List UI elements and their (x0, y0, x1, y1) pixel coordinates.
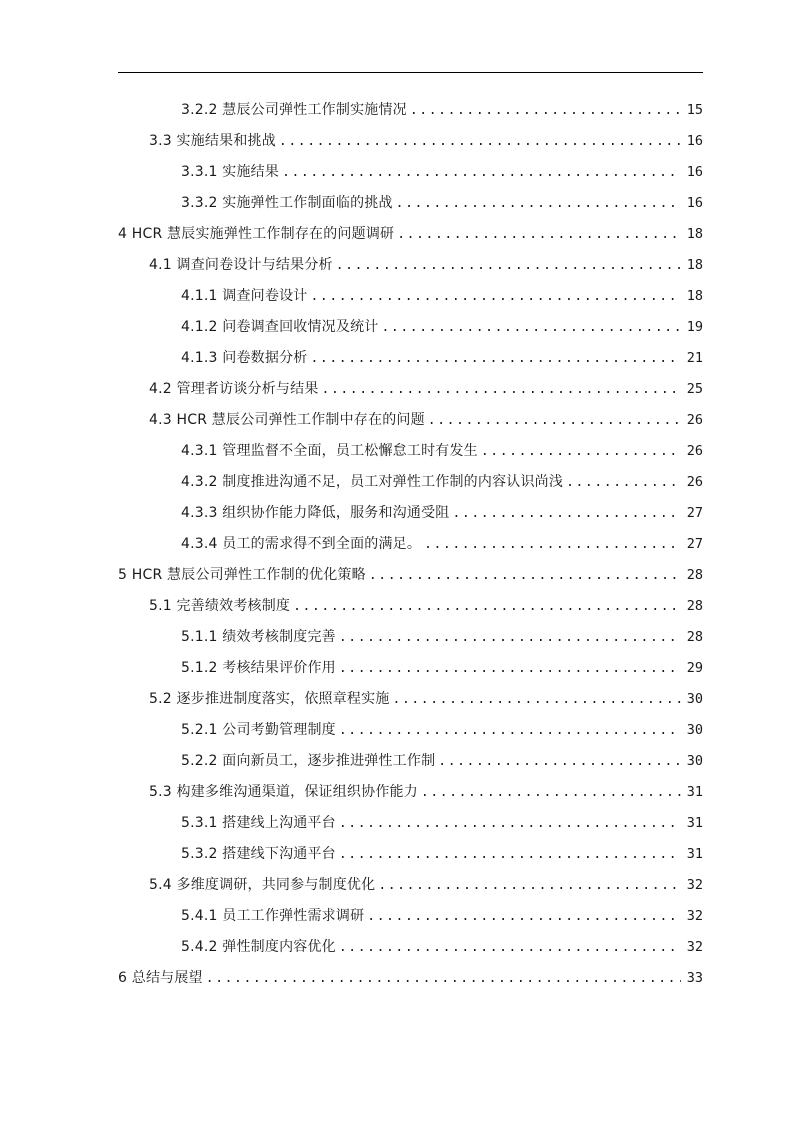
toc-entry-page-number: 32 (686, 877, 703, 893)
toc-entry-page-number: 31 (686, 815, 703, 831)
toc-entry[interactable] (118, 126, 703, 157)
toc-dot-leader (339, 932, 681, 963)
toc-entry[interactable] (118, 839, 703, 870)
toc-entry-title: 4.1.2 问卷调查回收情况及统计 (181, 319, 379, 335)
toc-entry-page-number: 30 (686, 691, 703, 707)
toc-entry[interactable] (118, 95, 703, 126)
toc-dot-leader (369, 560, 681, 591)
toc-entry-page-number: 19 (686, 319, 703, 335)
toc-dot-leader (336, 250, 681, 281)
toc-entry[interactable] (118, 498, 703, 529)
toc-entry-page-number: 33 (686, 970, 703, 986)
toc-entry-title: 5.2 逐步推进制度落实，依照章程实施 (149, 691, 390, 707)
toc-entry-page-number: 16 (686, 133, 703, 149)
toc-entry[interactable] (118, 746, 703, 777)
toc-entry-page-number: 18 (686, 257, 703, 273)
toc-entry[interactable] (118, 281, 703, 312)
toc-dot-leader (339, 839, 681, 870)
toc-entry[interactable] (118, 684, 703, 715)
toc-entry-title: 4.3.1 管理监督不全面，员工松懈怠工时有发生 (181, 443, 478, 459)
toc-entry-title: 5.2.2 面向新员工，逐步推进弹性工作制 (181, 753, 436, 769)
toc-dot-leader (293, 591, 681, 622)
toc-dot-leader (566, 467, 681, 498)
toc-entry-title: 5.3 构建多维沟通渠道，保证组织协作能力 (149, 784, 418, 800)
toc-dot-leader (339, 653, 681, 684)
toc-entry-title: 5.1.2 考核结果评价作用 (181, 660, 336, 676)
toc-entry-title: 5.3.2 搭建线下沟通平台 (181, 846, 336, 862)
toc-entry-page-number: 16 (686, 195, 703, 211)
toc-entry-title: 4.2 管理者访谈分析与结果 (149, 381, 319, 397)
toc-entry-title: 5 HCR 慧辰公司弹性工作制的优化策略 (118, 567, 366, 583)
toc-dot-leader (378, 870, 681, 901)
toc-entry-title: 5.4.2 弹性制度内容优化 (181, 939, 336, 955)
toc-dot-leader (428, 405, 681, 436)
toc-entry-page-number: 27 (686, 505, 703, 521)
toc-entry-page-number: 28 (686, 629, 703, 645)
toc-dot-leader (424, 529, 681, 560)
toc-dot-leader (452, 498, 681, 529)
toc-dot-leader (381, 312, 681, 343)
toc-dot-leader (421, 777, 681, 808)
toc-entry-title: 5.4.1 员工工作弹性需求调研 (181, 908, 365, 924)
toc-entry-title: 6 总结与展望 (118, 970, 203, 986)
toc-dot-leader (438, 746, 681, 777)
toc-entry-page-number: 26 (686, 443, 703, 459)
toc-entry-page-number: 27 (686, 536, 703, 552)
toc-entry-page-number: 26 (686, 474, 703, 490)
toc-entry-page-number: 31 (686, 846, 703, 862)
toc-entry-title: 4.1.1 调查问卷设计 (181, 288, 308, 304)
toc-entry[interactable] (118, 529, 703, 560)
toc-entry[interactable] (118, 560, 703, 591)
toc-dot-leader (393, 684, 681, 715)
toc-dot-leader (339, 715, 681, 746)
toc-entry-title: 3.3.1 实施结果 (181, 164, 280, 180)
toc-dot-leader (397, 219, 681, 250)
toc-entry[interactable] (118, 343, 703, 374)
toc-entry[interactable] (118, 653, 703, 684)
toc-entry[interactable] (118, 963, 703, 994)
toc-entry[interactable] (118, 777, 703, 808)
toc-entry-title: 4.3.4 员工的需求得不到全面的满足。 (181, 536, 422, 552)
toc-entry-title: 3.3 实施结果和挑战 (149, 133, 276, 149)
toc-entry[interactable] (118, 312, 703, 343)
toc-entry-page-number: 28 (686, 567, 703, 583)
toc-dot-leader (339, 622, 681, 653)
table-of-contents (118, 95, 703, 994)
toc-entry-page-number: 31 (686, 784, 703, 800)
toc-dot-leader (322, 374, 681, 405)
toc-dot-leader (310, 281, 681, 312)
toc-entry[interactable] (118, 870, 703, 901)
toc-entry-title: 3.2.2 慧辰公司弹性工作制实施情况 (181, 102, 407, 118)
toc-entry-page-number: 32 (686, 908, 703, 924)
toc-dot-leader (410, 95, 681, 126)
toc-entry[interactable] (118, 188, 703, 219)
toc-entry[interactable] (118, 901, 703, 932)
toc-entry-title: 5.1.1 绩效考核制度完善 (181, 629, 336, 645)
toc-dot-leader (339, 808, 681, 839)
toc-entry-page-number: 29 (686, 660, 703, 676)
toc-entry-page-number: 16 (686, 164, 703, 180)
toc-entry-title: 3.3.2 实施弹性工作制面临的挑战 (181, 195, 393, 211)
toc-entry-title: 4.1 调查问卷设计与结果分析 (149, 257, 333, 273)
toc-entry-title: 4.3.3 组织协作能力降低，服务和沟通受阻 (181, 505, 450, 521)
toc-entry-title: 4.1.3 问卷数据分析 (181, 350, 308, 366)
toc-dot-leader (282, 157, 681, 188)
toc-entry[interactable] (118, 405, 703, 436)
toc-dot-leader (367, 901, 681, 932)
toc-entry[interactable] (118, 219, 703, 250)
toc-entry-page-number: 32 (686, 939, 703, 955)
toc-entry[interactable] (118, 932, 703, 963)
toc-entry-page-number: 28 (686, 598, 703, 614)
toc-entry-title: 5.4 多维度调研，共同参与制度优化 (149, 877, 376, 893)
toc-entry[interactable] (118, 467, 703, 498)
toc-entry-title: 4.3 HCR 慧辰公司弹性工作制中存在的问题 (149, 412, 425, 428)
toc-entry-page-number: 30 (686, 722, 703, 738)
toc-entry[interactable] (118, 374, 703, 405)
toc-entry[interactable] (118, 591, 703, 622)
toc-entry-title: 4 HCR 慧辰实施弹性工作制存在的问题调研 (118, 226, 395, 242)
toc-entry-page-number: 18 (686, 288, 703, 304)
toc-entry[interactable] (118, 157, 703, 188)
toc-entry-title: 5.3.1 搭建线上沟通平台 (181, 815, 336, 831)
toc-entry-title: 4.3.2 制度推进沟通不足，员工对弹性工作制的内容认识尚浅 (181, 474, 564, 490)
toc-entry-page-number: 15 (686, 102, 703, 118)
toc-entry-title: 5.2.1 公司考勤管理制度 (181, 722, 336, 738)
toc-dot-leader (310, 343, 681, 374)
header-rule (118, 72, 703, 73)
toc-entry[interactable] (118, 622, 703, 653)
toc-dot-leader (279, 126, 681, 157)
toc-entry-page-number: 26 (686, 412, 703, 428)
toc-dot-leader (396, 188, 681, 219)
toc-entry-title: 5.1 完善绩效考核制度 (149, 598, 291, 614)
toc-entry-page-number: 25 (686, 381, 703, 397)
toc-entry-page-number: 30 (686, 753, 703, 769)
toc-entry[interactable] (118, 250, 703, 281)
toc-dot-leader (206, 963, 681, 994)
toc-entry[interactable] (118, 715, 703, 746)
toc-entry[interactable] (118, 808, 703, 839)
toc-entry-page-number: 21 (686, 350, 703, 366)
toc-dot-leader (481, 436, 681, 467)
toc-entry[interactable] (118, 436, 703, 467)
toc-entry-page-number: 18 (686, 226, 703, 242)
